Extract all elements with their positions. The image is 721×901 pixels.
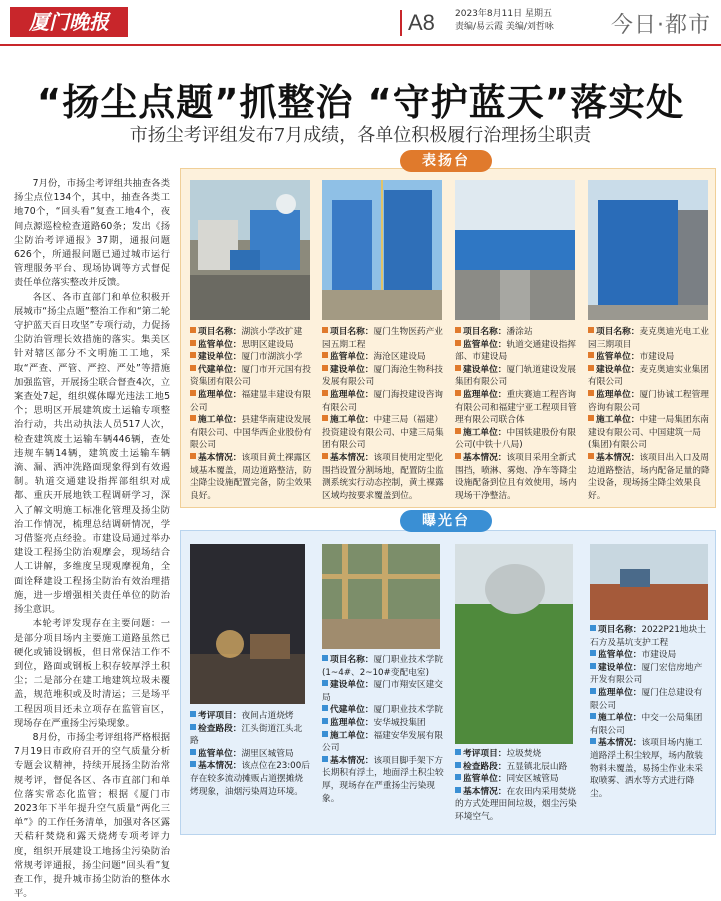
praise-card: [455, 326, 580, 504]
expose-card: [322, 654, 444, 832]
site-photo: [322, 544, 440, 649]
paragraph: 7月份，市扬尘考评组共抽查各类扬尘点位134个，其中，抽查各类工地70个，“回头看”复查工地4个，夜间点源巡检检查道路60条；发出《扬尘防治考评通报》37期，通报问题626个，所通报问题已通过城市运行管理服务平台、现场协调等方式督促责任单位落实整改并反馈。: [14, 178, 170, 289]
bullet-square-icon: [322, 718, 328, 724]
subheadline: 市扬尘考评组发布7月成绩，各单位积极履行治理扬尘职责: [129, 125, 592, 146]
card-line: 项目名称：2022P21地块土石方及基坑支护工程: [590, 625, 706, 648]
card-line: 建设单位：厦门市湖滨小学: [190, 351, 315, 364]
card-line: 监理单位：福建显丰建设有限公司: [190, 389, 311, 413]
bullet-square-icon: [590, 713, 596, 719]
card-line: 施工单位：中建一局集团东南建设有限公司、中国建筑一局(集团)有限公司: [588, 415, 709, 451]
site-photo: [590, 544, 708, 620]
section-title: 今日·都市: [611, 13, 711, 38]
card-line: 项目名称：湖滨小学改扩建: [190, 326, 315, 339]
card-line: 建设单位：厦门宏信房地产开发有限公司: [590, 662, 703, 686]
date-line: 2023年8月11日 星期五: [455, 9, 552, 19]
paragraph: 各区、各市直部门和单位积极开展城市“扬尘点题”整治工作和“第二轮守护蓝天百日攻坚”专项行动，力促扬尘防治管理长效措施的落实。集美区针对辖区部分不文明施工工地，采取“严查、严管、严控、严处”等措施加强监管，开展扬尘联合督查4次，立案查处7起，组织媒体曝光违法工地5个；思明区开展建筑废土运输专项整治行动，共出动执法人员517人次，检查建筑废土运输车辆446辆，查处违规车辆14辆，建筑废土运输车辆滴、漏、洒冲洗路面现象得到有效遏制。轨道交通建设指挥部组织对成都、重庆开展地铁工程调研学习，深入了解文明施工标准化管理及扬尘防治工作情况，梳理总结调研情况，学习借鉴亮点经验。市建设局通过举办建设工程扬尘防治观摩会，现场结合人工讲解，多维度呈现观摩视角，全面诠释建设工程扬尘防治有效治理措施，进一步增强相关责任单位的防治扬尘意识。: [14, 291, 170, 616]
bullet-square-icon: [322, 365, 328, 371]
paragraph: 本轮考评发现存在主要问题：一是部分项目场内主要施工道路虽然已硬化或铺设钢板，但日常保洁工作不到位，路面或钢板上积存较厚浮土积尘；二是部分在建工地建筑垃圾未覆盖，规范堆积或及时清运；三是场平工程因项目还未立项存在监管盲区，现场存在严重扬尘污染现象。: [14, 618, 170, 729]
bullet-square-icon: [190, 761, 196, 767]
card-line: 建设单位：麦克奥迪实业集团有限公司: [588, 364, 709, 388]
bullet-square-icon: [190, 390, 196, 396]
card-line: 代建单位：厦门市开元国有投资集团有限公司: [190, 364, 311, 388]
bullet-square-icon: [455, 390, 461, 396]
expose-card: [455, 748, 577, 832]
bullet-square-icon: [322, 390, 328, 396]
praise-card: [322, 326, 447, 504]
bullet-square-icon: [588, 365, 594, 371]
card-line: 监管单位：市建设局: [588, 351, 710, 364]
bullet-square-icon: [190, 453, 196, 459]
bullet-square-icon: [455, 749, 461, 755]
bullet-square-icon: [322, 756, 328, 762]
header-meta: [455, 8, 554, 34]
bullet-square-icon: [190, 415, 196, 421]
bullet-square-icon: [455, 453, 461, 459]
site-photo: [190, 180, 310, 320]
paragraph: 8月份，市扬尘考评组将严格根据7月19日市政府召开的空气质量分析专题会议精神，持续开展扬尘防治常规考评，督促各区、各市直部门和单位落实常态化监管；根据《厦门市2023年下半年提升空气质量“两化三单”》的工作任务清单，加强对各区露天秸秆焚烧和露天烧烤专项考评力度，组织开展建设工地扬尘污染防治常规考评通报，扬尘问题“回头看”复查工作，提升城市扬尘防治的整体水平。: [14, 731, 170, 900]
bullet-square-icon: [322, 415, 328, 421]
bullet-square-icon: [590, 663, 596, 669]
card-line: 监管单位：市建设局: [590, 649, 710, 662]
bullet-square-icon: [190, 749, 196, 755]
site-photo: [455, 544, 573, 744]
card-line: 监理单位：厦门海投建设咨询有限公司: [322, 389, 443, 413]
bullet-square-icon: [455, 774, 461, 780]
card-line: 检查路段：五显镇北辰山路: [455, 761, 577, 774]
card-line: 基本情况：该项目采用全新式围挡，喷淋、雾炮、净车等降尘设施配备到位且有效使用，场内现场干净整洁。: [455, 452, 577, 501]
praise-card: [190, 326, 315, 504]
site-photo: [322, 180, 442, 320]
card-line: 项目名称：厦门生物医药产业园五期工程: [322, 327, 443, 350]
expose-card: [590, 624, 710, 832]
praise-card: [588, 326, 710, 504]
bullet-square-icon: [322, 327, 328, 333]
bullet-square-icon: [455, 762, 461, 768]
card-line: 施工单位：县建华南建设发展有限公司、中国华西企业股份有限公司: [190, 415, 312, 451]
card-line: 监理单位：厦门住总建设有限公司: [590, 687, 703, 711]
bullet-square-icon: [455, 327, 461, 333]
card-line: 监管单位：轨道交通建设指挥部、市建设局: [455, 339, 576, 363]
card-line: 项目名称：潘涂站: [455, 326, 580, 339]
bullet-square-icon: [588, 327, 594, 333]
card-line: 基本情况：该项目场内施工道路浮土积尘较厚，场内散装物料未覆盖，易扬尘作业未采取喷雾、洒水等方式进行降尘。: [590, 738, 703, 799]
newspaper-logo: 厦门晚报: [10, 7, 128, 37]
bullet-square-icon: [190, 327, 196, 333]
bullet-square-icon: [190, 340, 196, 346]
bullet-square-icon: [590, 650, 596, 656]
card-line: 监管单位：湖里区城管局: [190, 748, 310, 761]
bullet-square-icon: [190, 352, 196, 358]
bullet-square-icon: [322, 705, 328, 711]
praise-banner: 表扬台: [400, 150, 492, 172]
card-line: 监管单位：同安区城管局: [455, 773, 577, 786]
card-line: 项目名称：麦克奥迪光电工业园三期项目: [588, 327, 709, 350]
card-line: 施工单位：福建安华发展有限公司: [322, 730, 443, 754]
card-line: 建设单位：厦门轨道建设发展集团有限公司: [455, 364, 576, 388]
card-line: 施工单位：中国铁建股份有限公司(中铁十八局): [455, 427, 576, 451]
bullet-square-icon: [322, 680, 328, 686]
expose-card: [190, 710, 310, 832]
site-photo: [455, 180, 575, 320]
bullet-square-icon: [588, 415, 594, 421]
card-line: 基本情况：该项目脚手架下方长期积有浮土，地面浮土积尘较厚，现场存在严重扬尘污染现象。: [322, 755, 444, 804]
card-line: 基本情况：在农田内采用焚烧的方式处理田间垃圾，烟尘污染环境空气。: [455, 786, 577, 822]
card-line: 考评项目：夜间占道烧烤: [190, 710, 310, 723]
bullet-square-icon: [322, 655, 328, 661]
card-line: 监理单位：重庆赛迪工程咨询有限公司和福建宁亚工程项目管理有限公司联合体: [455, 389, 577, 426]
card-line: 基本情况：该项目黄土裸露区域基本覆盖，周边道路整洁，防尘降尘设施配置完备，防尘效果良好。: [190, 452, 312, 501]
bullet-square-icon: [455, 787, 461, 793]
card-line: 检查路段：江头街道江头北路: [190, 723, 303, 747]
bullet-square-icon: [590, 738, 596, 744]
bullet-square-icon: [588, 352, 594, 358]
card-line: 监理单位：安华城投集团: [322, 717, 444, 730]
card-line: 代建单位：厦门职业技术学院: [322, 704, 444, 717]
bullet-square-icon: [322, 453, 328, 459]
card-line: 考评项目：垃圾焚烧: [455, 748, 577, 761]
card-line: 基本情况：该点位在23:00后存在较多流动摊贩占道摆摊烧烤现象，油烟污染周边环境。: [190, 761, 310, 797]
bullet-square-icon: [455, 365, 461, 371]
bullet-square-icon: [455, 428, 461, 434]
bullet-square-icon: [190, 724, 196, 730]
editors-line: 责编/易云霞 美编/刘哲咏: [455, 22, 554, 32]
bullet-square-icon: [588, 453, 594, 459]
card-line: 施工单位：中交一公局集团有限公司: [590, 713, 703, 736]
card-line: 建设单位：厦门市翔安区建交局: [322, 680, 443, 703]
masthead: [0, 0, 721, 46]
site-photo: [588, 180, 708, 320]
site-photo: [190, 544, 305, 704]
bullet-square-icon: [190, 711, 196, 717]
card-line: 项目名称：厦门职业技术学院(1~4#、2~10#变配电室): [322, 655, 443, 678]
headline: “扬尘点题”抓整治 “守护蓝天”落实处: [36, 81, 685, 124]
bullet-square-icon: [190, 365, 196, 371]
bullet-square-icon: [590, 625, 596, 631]
bullet-square-icon: [588, 390, 594, 396]
card-line: 基本情况：该项目出入口及周边道路整洁，场内配备足量的降尘设备，现场扬尘降尘效果良好。: [588, 452, 710, 501]
card-line: 监管单位：海沧区建设局: [322, 351, 447, 364]
card-line: 监管单位：思明区建设局: [190, 339, 315, 352]
card-line: 建设单位：厦门海沧生物科技发展有限公司: [322, 364, 443, 388]
page-number: A8: [400, 10, 435, 36]
bullet-square-icon: [322, 352, 328, 358]
card-line: 施工单位：中建三局（福建）投资建设有限公司、中建三局集团有限公司: [322, 415, 444, 451]
bullet-square-icon: [590, 688, 596, 694]
card-line: 基本情况：该项目使用定型化围挡设置分割场地，配置防尘监测系统实行动态控制，黄土裸露区域均按要求覆盖到位。: [322, 452, 444, 501]
expose-banner: 曝光台: [400, 510, 492, 532]
bullet-square-icon: [455, 340, 461, 346]
card-line: 监理单位：厦门协诚工程管理咨询有限公司: [588, 389, 709, 413]
article-body: [14, 177, 170, 900]
bullet-square-icon: [322, 731, 328, 737]
